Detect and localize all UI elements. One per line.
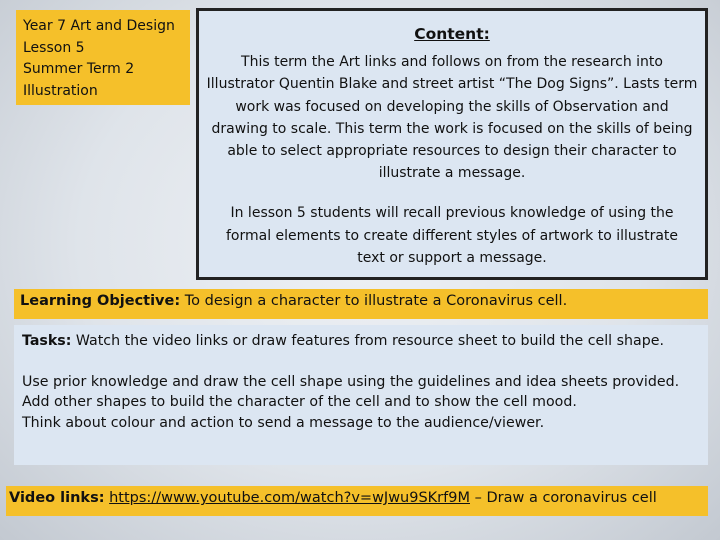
video-links-bar <box>6 486 708 516</box>
content-panel <box>196 8 708 280</box>
task-line: Add other shapes to build the character of the cell and to show the cell mood. <box>22 394 577 410</box>
lesson-title-box <box>16 10 190 105</box>
objective-text: To design a character to illustrate a Coronavirus cell. <box>180 293 568 309</box>
tasks-label: Tasks: <box>22 333 72 349</box>
content-heading: Content: <box>414 25 490 43</box>
title-line-subject: Year 7 Art and Design <box>23 18 175 34</box>
tasks-first-line <box>22 331 708 352</box>
content-paragraph-research: This term the Art links and follows on from the research into Illustrator Quentin Blake and street artist “The Dog Signs”. Lasts term work was focused on developing the skills of Observation and drawing to scale. This term the work is focused on the skills of being able to select appropriate resources to design their character to illustrate a message. <box>206 54 698 182</box>
learning-objective-bar <box>14 289 708 319</box>
video-link[interactable]: https://www.youtube.com/watch?v=wJwu9SKrf9M <box>109 490 470 506</box>
title-line-term: Summer Term 2 <box>23 61 135 77</box>
video-description: – Draw a coronavirus cell <box>470 490 657 506</box>
task-line: Think about colour and action to send a message to the audience/viewer. <box>22 414 545 431</box>
task-line: Use prior knowledge and draw the cell shape using the guidelines and idea sheets provided. <box>22 373 680 390</box>
tasks-panel <box>14 325 708 465</box>
tasks-first-text: Watch the video links or draw features from resource sheet to build the cell shape. <box>71 333 664 349</box>
title-line-lesson: Lesson 5 <box>23 39 85 56</box>
video-label: Video links: <box>9 490 105 506</box>
content-paragraph-lesson: In lesson 5 students will recall previous knowledge of using the formal elements to create different styles of artwork to illustrate text or support a message. <box>225 205 679 266</box>
title-line-topic: Illustration <box>23 82 98 99</box>
objective-label: Learning Objective: <box>20 293 181 309</box>
